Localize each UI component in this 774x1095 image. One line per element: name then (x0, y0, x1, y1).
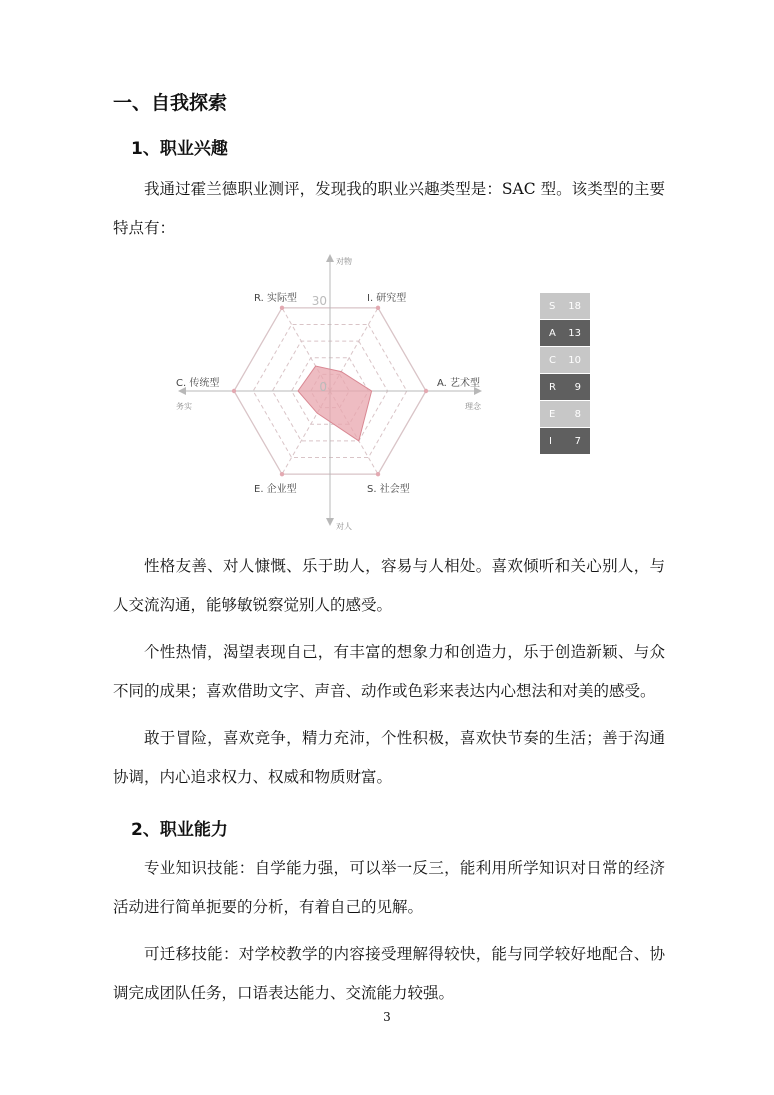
ability-paragraph-1: 专业知识技能：自学能力强，可以举一反三，能利用所学知识对日常的经济活动进行简单扼要的分析，有着自己的见解。 (113, 859, 665, 916)
trait-paragraph-1: 性格友善、对人慷慨、乐于助人，容易与人相处。喜欢倾听和关心别人，与人交流沟通，能够敏锐察觉别人的感受。 (113, 557, 665, 614)
trait-paragraph-3: 敢于冒险，喜欢竞争，精力充沛，个性积极，喜欢快节奏的生活；善于沟通协调，内心追求权力、权威和物质财富。 (113, 729, 665, 786)
vertex-dot (376, 472, 380, 476)
section-title: 一、自我探索 (113, 92, 228, 114)
direction-label: 对物 (336, 257, 352, 266)
score-legend (540, 293, 590, 455)
legend-score: 8 (574, 408, 581, 420)
legend-code: I (549, 435, 552, 447)
axis-label: S. 社会型 (367, 484, 410, 495)
arrow-up (326, 254, 334, 262)
axis-label: C. 传统型 (176, 378, 220, 389)
subsection-title-interest: 1、职业兴趣 (131, 139, 228, 159)
axis-label: I. 研究型 (367, 293, 407, 304)
legend-row (540, 320, 590, 346)
direction-label: 理念 (465, 402, 481, 411)
legend-code: E (549, 408, 556, 420)
arrow-down (326, 518, 334, 526)
axis-label: E. 企业型 (254, 484, 297, 495)
legend-score: 10 (568, 354, 581, 366)
legend-row (540, 428, 590, 454)
max-tick-label: 30 (311, 294, 327, 308)
legend-score: 9 (574, 381, 581, 393)
axis-label: A. 艺术型 (437, 378, 481, 389)
legend-code: A (549, 327, 556, 339)
legend-score: 7 (574, 435, 581, 447)
vertex-dot (376, 306, 380, 310)
legend-score: 13 (568, 327, 581, 339)
subsection-title-ability: 2、职业能力 (131, 820, 228, 840)
legend-code: R (549, 381, 556, 393)
trait-paragraph-2: 个性热情，渴望表现自己，有丰富的想象力和创造力，乐于创造新颖、与众不同的成果；喜欢借助文字、声音、动作或色彩来表达内心想法和对美的感受。 (113, 643, 665, 700)
vertex-dot (232, 389, 236, 393)
legend-code: S (549, 300, 556, 312)
legend-row (540, 401, 590, 427)
direction-label: 对人 (336, 522, 352, 531)
zero-tick-label: 0 (319, 380, 327, 394)
axis-label: R. 实际型 (254, 293, 297, 304)
legend-code: C (549, 354, 556, 366)
legend-row (540, 347, 590, 373)
legend-score: 18 (568, 300, 581, 312)
vertex-dot (280, 306, 284, 310)
ability-paragraph-2: 可迁移技能：对学校教学的内容接受理解得较快，能与同学较好地配合、协调完成团队任务，口语表达能力、交流能力较强。 (113, 945, 665, 1002)
holland-radar-chart (160, 250, 500, 535)
legend-row (540, 374, 590, 400)
vertex-dot (424, 389, 428, 393)
page-number: 3 (383, 1010, 391, 1024)
vertex-dot (280, 472, 284, 476)
direction-label: 务实 (176, 402, 192, 411)
intro-paragraph: 我通过霍兰德职业测评，发现我的职业兴趣类型是：SAC 型。该类型的主要特点有： (113, 180, 665, 237)
legend-row (540, 293, 590, 319)
